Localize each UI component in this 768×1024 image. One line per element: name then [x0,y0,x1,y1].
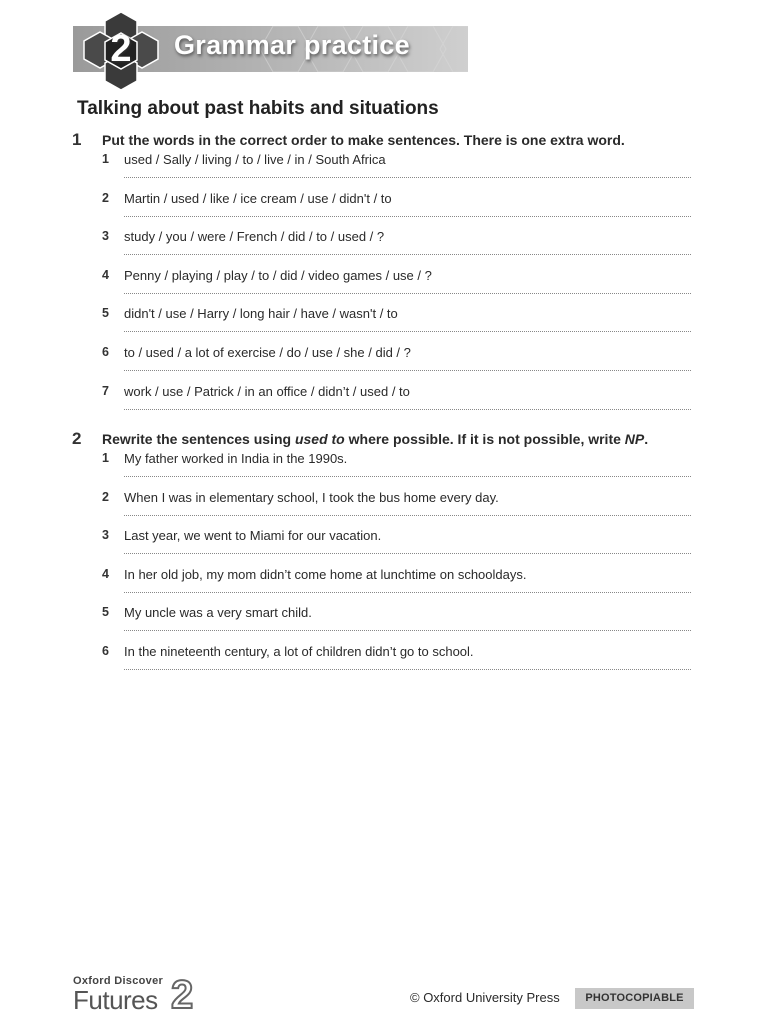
answer-line[interactable] [124,669,691,670]
item-number: 1 [102,451,109,465]
instruction-text: where possible. If it is not possible, write [344,431,625,447]
photocopiable-badge: PHOTOCOPIABLE [575,988,694,1009]
list-item [0,490,768,529]
item-number: 4 [102,267,109,282]
exercise-items [0,152,768,422]
item-text: Penny / playing / play / to / did / video games / use / ? [124,267,432,283]
list-item [0,229,768,268]
list-item [0,528,768,567]
instruction-emphasis: NP [624,431,645,447]
answer-line[interactable] [124,370,691,371]
answer-line[interactable] [124,293,691,294]
item-text: to / used / a lot of exercise / do / use / she / did / ? [124,344,411,360]
item-text: My father worked in India in the 1990s. [124,451,348,466]
exercise-instruction [102,431,702,447]
item-text: Martin / used / like / ice cream / use / didn't / to [124,190,392,206]
item-text: Last year, we went to Miami for our vacation. [124,528,382,544]
exercise-items [0,451,768,683]
item-text: In the nineteenth century, a lot of children didn’t go to school. [124,643,474,659]
item-number: 6 [102,344,109,359]
exercise-number: 1 [72,130,82,149]
item-number: 2 [102,190,109,205]
list-item [0,644,768,683]
list-item [0,384,768,423]
item-number: 3 [102,229,109,244]
instruction-text: Rewrite the sentences using [102,431,295,447]
answer-line[interactable] [124,553,691,554]
item-number: 4 [102,566,109,581]
answer-line[interactable] [124,177,691,178]
item-text: When I was in elementary school, I took the bus home every day. [124,489,499,505]
item-number: 6 [102,643,109,658]
list-item [0,451,768,490]
exercise-instruction: Put the words in the correct order to make sentences. There is one extra word. [102,132,625,148]
item-number: 2 [102,489,109,504]
answer-line[interactable] [124,476,691,477]
item-number: 1 [102,152,109,166]
exercise-number: 2 [72,429,82,448]
footer-logo [73,973,194,1017]
list-item [0,605,768,644]
list-item [0,268,768,307]
item-text: In her old job, my mom didn’t come home at lunchtime on schooldays. [124,566,527,582]
answer-line[interactable] [124,515,691,516]
item-number: 7 [102,383,109,398]
item-text: My uncle was a very smart child. [124,605,312,621]
unit-number: 2 [110,28,132,70]
item-number: 3 [102,528,109,543]
section-heading: Talking about past habits and situations [77,98,439,119]
logo-level-number: 2 [171,973,194,1017]
page-title: Grammar practice [174,30,410,60]
instruction-emphasis: used to [294,431,345,447]
list-item [0,306,768,345]
item-text: study / you / were / French / did / to / used / ? [124,229,385,245]
list-item [0,191,768,230]
instruction-text: . [644,431,649,447]
list-item [0,567,768,606]
item-text: didn't / use / Harry / long hair / have / wasn't / to [124,306,398,322]
answer-line[interactable] [124,216,691,217]
logo-title: Futures [73,985,158,1015]
answer-line[interactable] [124,331,691,332]
item-number: 5 [102,306,109,321]
list-item [0,152,768,191]
item-text: work / use / Patrick / in an office / didn’t / used / to [124,383,410,399]
copyright-text: © Oxford University Press [410,990,560,1005]
answer-line[interactable] [124,254,691,255]
answer-line[interactable] [124,592,691,593]
answer-line[interactable] [124,630,691,631]
item-number: 5 [102,605,109,620]
item-text: used / Sally / living / to / live / in / South Africa [124,152,386,167]
list-item [0,345,768,384]
answer-line[interactable] [124,409,691,410]
logo-series-name: Oxford Discover [73,975,164,987]
